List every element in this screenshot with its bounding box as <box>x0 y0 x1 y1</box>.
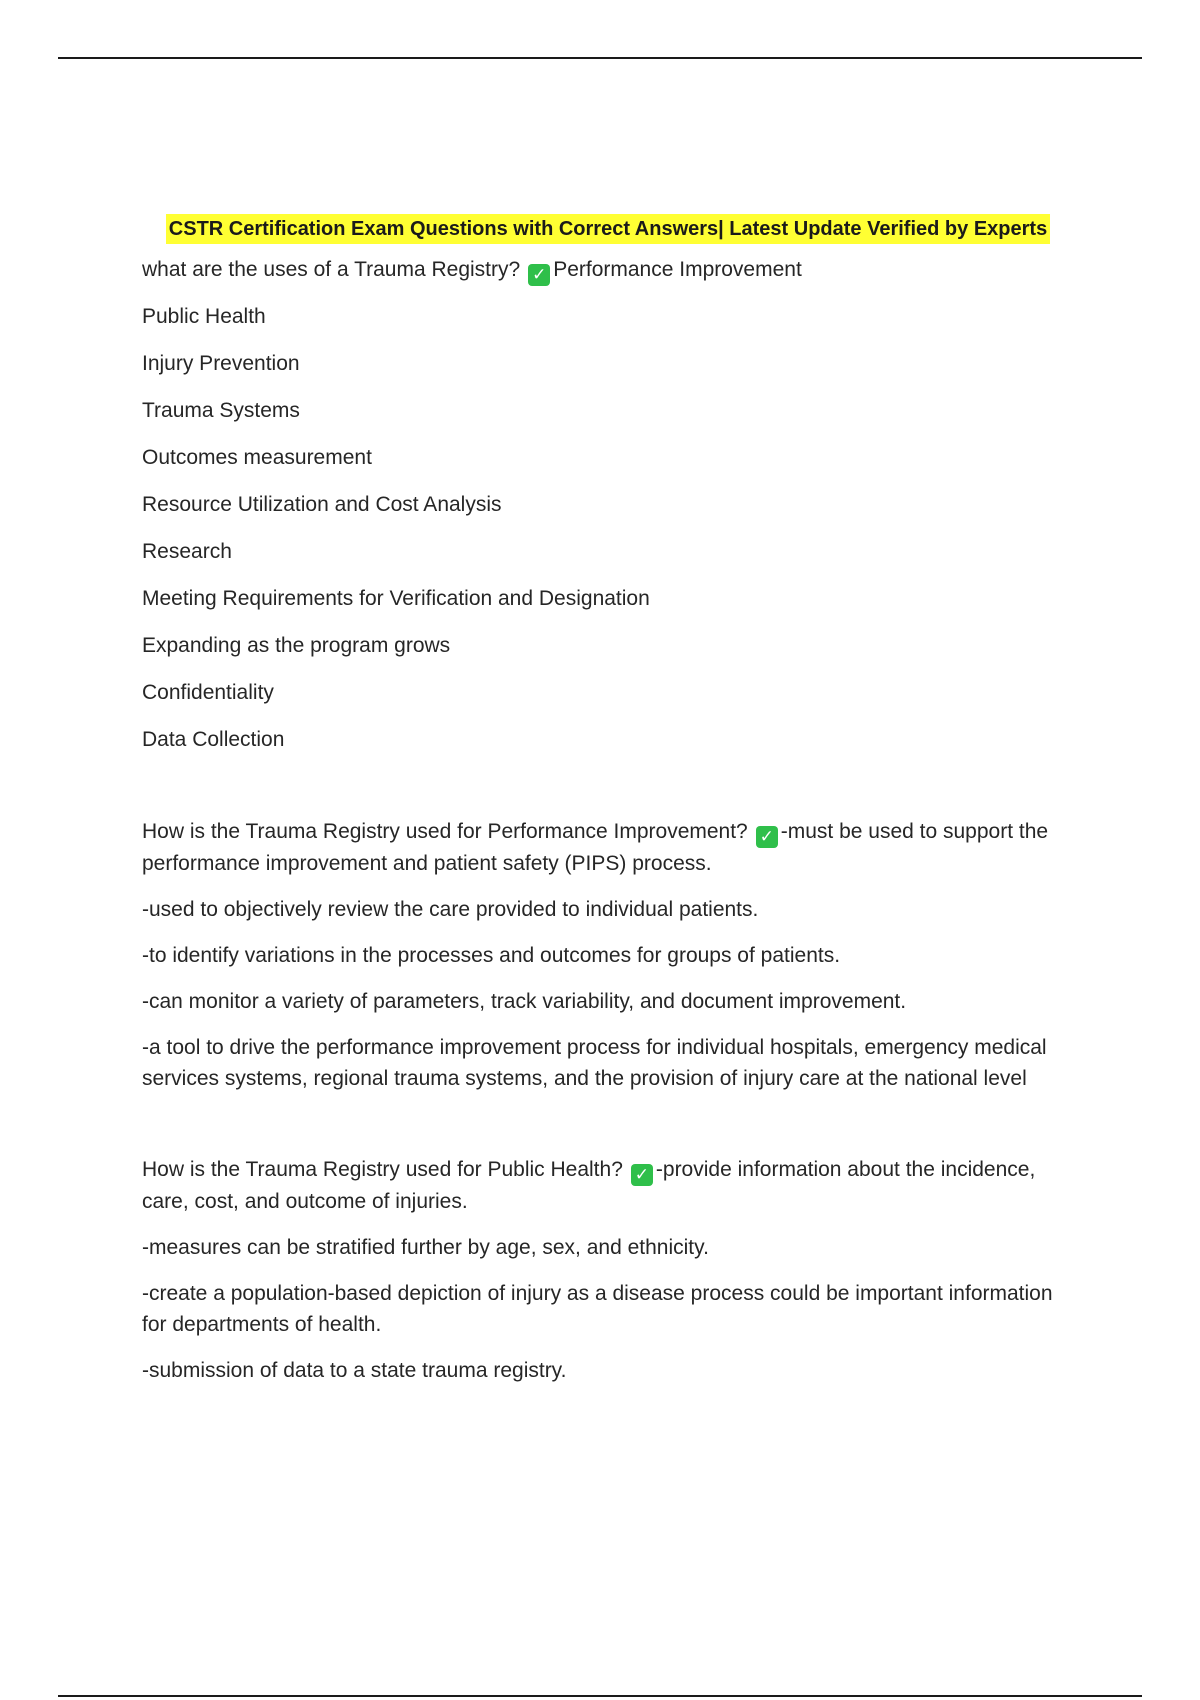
list-item: -can monitor a variety of parameters, track variability, and document improvement. <box>142 990 907 1013</box>
question-3 <box>142 1154 1072 1217</box>
question-2-answer: -must be used to support the performance improvement and patient safety (PIPS) process. <box>142 820 1049 875</box>
list-item: Meeting Requirements for Verification and Designation <box>142 587 650 610</box>
list-item: Research <box>142 540 232 563</box>
list-item: Public Health <box>142 305 266 328</box>
list-item: Trauma Systems <box>142 399 300 422</box>
list-item: -submission of data to a state trauma registry. <box>142 1359 567 1382</box>
list-item: Resource Utilization and Cost Analysis <box>142 493 502 516</box>
list-item: -measures can be stratified further by age, sex, and ethnicity. <box>142 1236 709 1259</box>
question-3-answer: -provide information about the incidence, care, cost, and outcome of injuries. <box>142 1158 1036 1213</box>
question-1-answer: Performance Improvement <box>553 258 802 281</box>
list-item: Data Collection <box>142 728 285 751</box>
list-item: -to identify variations in the processes and outcomes for groups of patients. <box>142 944 841 967</box>
list-item: Injury Prevention <box>142 352 300 375</box>
title-block <box>133 214 1083 244</box>
question-2-text: How is the Trauma Registry used for Performance Improvement? <box>142 820 748 843</box>
document-title: CSTR Certification Exam Questions with Correct Answers| Latest Update Verified by Experts <box>166 214 1050 244</box>
footer-rule <box>58 1695 1142 1697</box>
check-mark-icon: ✓ <box>631 1164 653 1186</box>
document-body <box>142 214 1072 1386</box>
list-item: -used to objectively review the care provided to individual patients. <box>142 898 759 921</box>
header-rule <box>58 57 1142 59</box>
question-3-text: How is the Trauma Registry used for Public Health? <box>142 1158 623 1181</box>
list-item: Confidentiality <box>142 681 274 704</box>
list-item: Expanding as the program grows <box>142 634 451 657</box>
list-item: Outcomes measurement <box>142 446 372 469</box>
question-2 <box>142 816 1072 879</box>
check-mark-icon: ✓ <box>528 264 550 286</box>
question-1 <box>142 254 1072 286</box>
check-mark-icon: ✓ <box>756 826 778 848</box>
list-item: -a tool to drive the performance improvement process for individual hospitals, emergency medical services systems, regional trauma systems, and the provision of injury care at the national level <box>142 1036 1047 1090</box>
question-1-text: what are the uses of a Trauma Registry? <box>142 258 521 281</box>
list-item: -create a population-based depiction of injury as a disease process could be important information for departments of health. <box>142 1282 1053 1336</box>
